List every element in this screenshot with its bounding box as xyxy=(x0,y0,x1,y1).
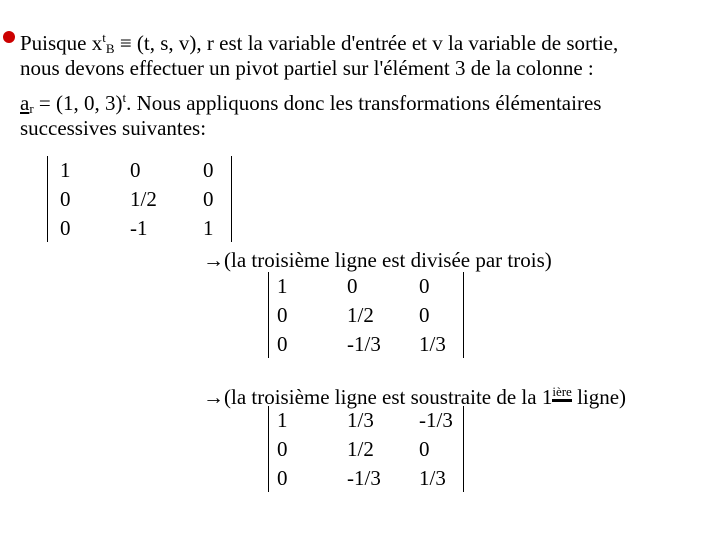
matrix-cell: 0 xyxy=(419,303,430,327)
text-segment: (t, s, v), r est la variable d'entrée et v la variable de sortie, xyxy=(131,31,619,55)
matrix-cell: 0 xyxy=(60,216,71,240)
matrix-cell: 0 xyxy=(277,332,288,356)
matrix-2 xyxy=(268,272,464,358)
step-note-1: →(la troisième ligne est divisée par trois) xyxy=(203,248,552,272)
matrix-cell: -1/3 xyxy=(347,466,381,490)
bullet-icon xyxy=(3,31,15,43)
superscript-iere: ière xyxy=(552,384,571,402)
matrix-cell: 1/3 xyxy=(347,408,374,432)
subscript-b: B xyxy=(105,41,115,56)
text-segment: = (1, 0, 3) xyxy=(33,91,123,115)
equiv-symbol: ≡ xyxy=(119,31,132,55)
matrix-cell: 0 xyxy=(60,187,71,211)
paragraph-line-4: successives suivantes: xyxy=(20,116,207,140)
paragraph-line-2: nous devons effectuer un pivot partiel sur l'élément 3 de la colonne : xyxy=(20,56,594,80)
matrix-cell: -1/3 xyxy=(347,332,381,356)
matrix-cell: 1/2 xyxy=(347,303,374,327)
matrix-cell: 1/3 xyxy=(419,332,446,356)
matrix-cell: -1/3 xyxy=(419,408,453,432)
subscript-r: r xyxy=(29,101,34,116)
text-segment: →(la troisième ligne est soustraite de la 1 xyxy=(203,385,553,409)
matrix-cell: 1/2 xyxy=(347,437,374,461)
superscript-t: t xyxy=(122,90,127,105)
matrix-cell: 0 xyxy=(277,437,288,461)
matrix-3 xyxy=(268,406,464,492)
text-segment: Puisque x xyxy=(20,31,103,55)
matrix-cell: 0 xyxy=(130,158,141,182)
text-segment: ligne) xyxy=(571,385,627,409)
matrix-cell: -1 xyxy=(130,216,148,240)
vector-a: a xyxy=(20,91,30,115)
matrix-cell: 1/2 xyxy=(130,187,157,211)
matrix-cell: 1 xyxy=(60,158,71,182)
matrix-cell: 0 xyxy=(419,437,430,461)
matrix-cell: 1 xyxy=(277,274,288,298)
matrix-cell: 1 xyxy=(203,216,214,240)
ordinal xyxy=(552,378,571,411)
superscript-t: t xyxy=(102,30,106,45)
matrix-cell: 0 xyxy=(277,303,288,327)
matrix-cell: 0 xyxy=(419,274,430,298)
matrix-1 xyxy=(47,156,232,242)
matrix-cell: 0 xyxy=(347,274,358,298)
matrix-cell: 0 xyxy=(277,466,288,490)
matrix-cell: 1/3 xyxy=(419,466,446,490)
matrix-cell: 0 xyxy=(203,158,214,182)
text-segment: . Nous appliquons donc les transformations élémentaires xyxy=(126,91,602,115)
matrix-cell: 1 xyxy=(277,408,288,432)
matrix-cell: 0 xyxy=(203,187,214,211)
